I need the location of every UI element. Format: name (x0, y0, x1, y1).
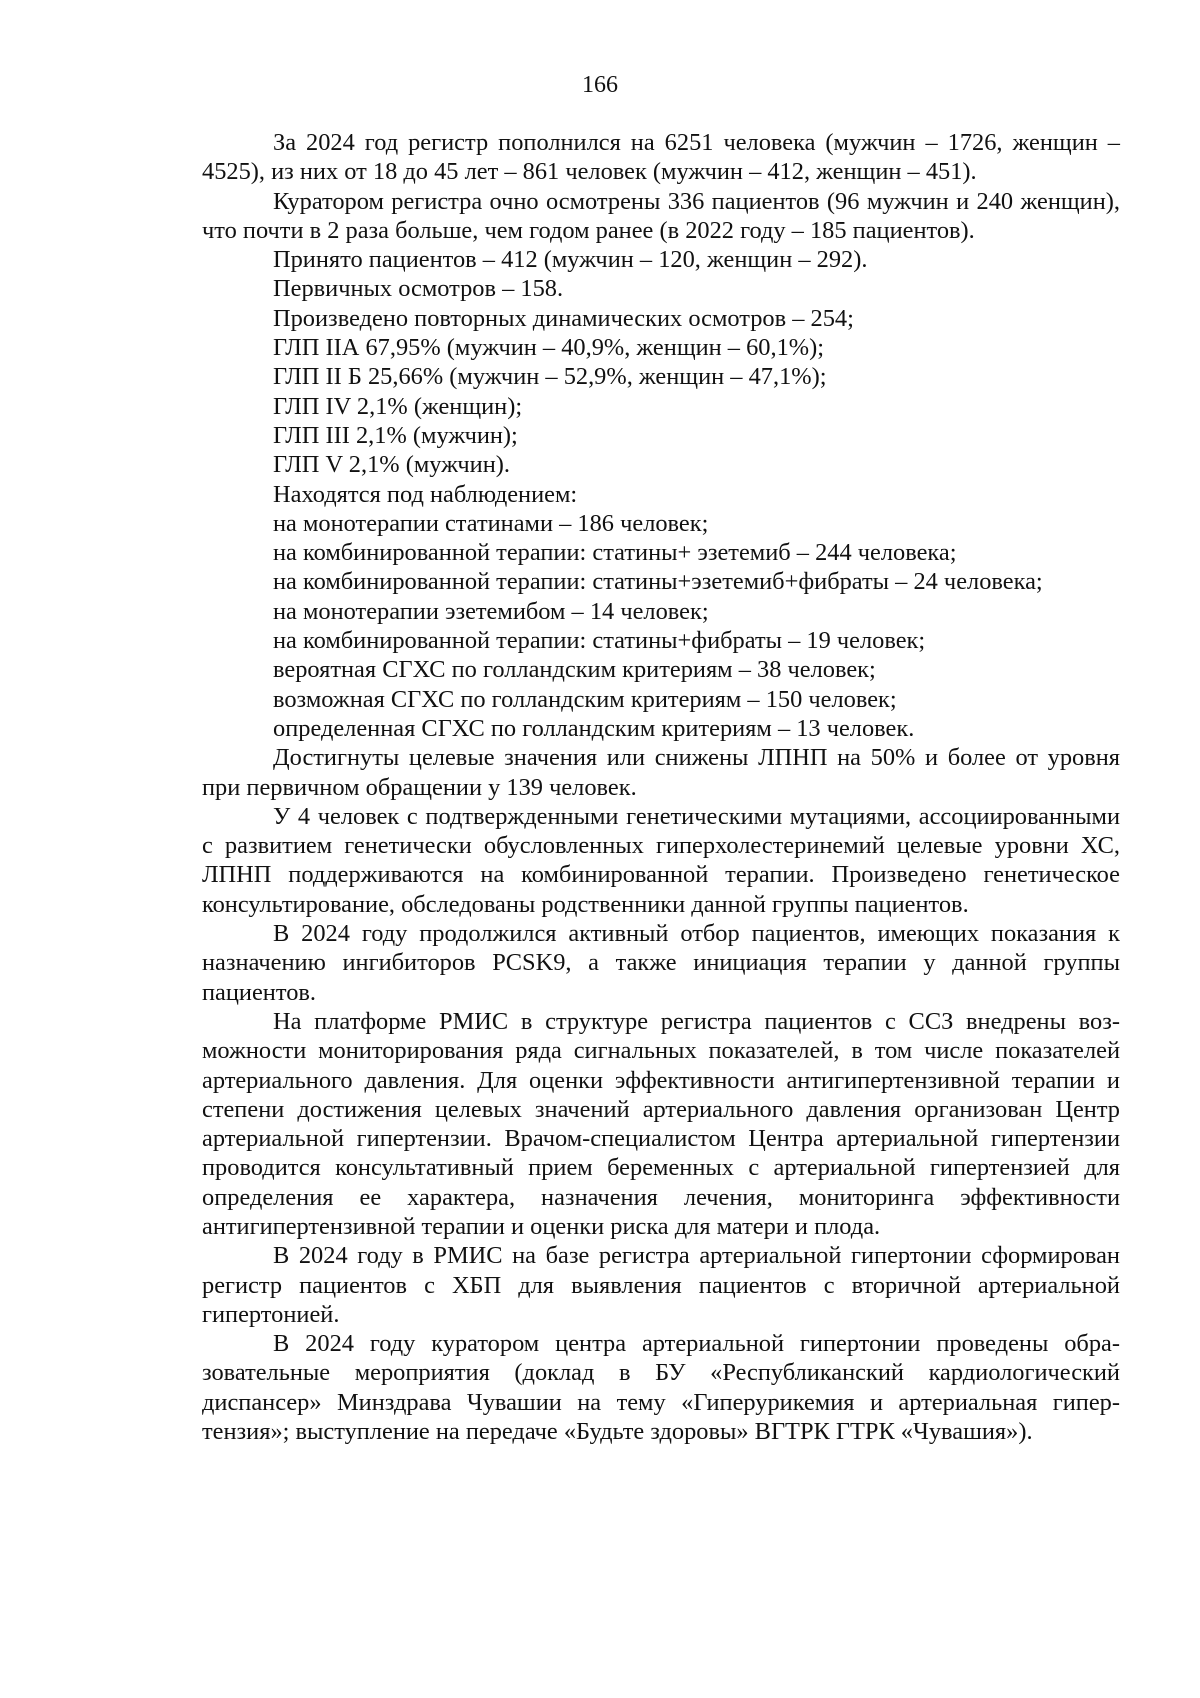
line-primary-exams: Первичных осмотров – 158. (273, 275, 564, 303)
line-glp-4: ГЛП IV 2,1% (женщин); (273, 392, 523, 420)
line-glp-5: ГЛП V 2,1% (мужчин). (273, 451, 510, 479)
line-statin-ezetimibe: на комбинированной терапии: статины+ эзетемиб – 244 человека; (273, 539, 957, 567)
line-statin-monotherapy: на монотерапии статинами – 186 человек; (273, 509, 709, 537)
line-definite-fh: определенная СГХС по голландским критериям – 13 человек. (273, 714, 915, 742)
paragraph-registry-growth: За 2024 год регистр пополнился на 6251 человека (мужчин – 1726, женщин – 4525), из них от 18 до 45 лет – 861 человек (мужчин – 412, женщин – 451). (202, 129, 1120, 186)
line-glp-2b: ГЛП II Б 25,66% (мужчин – 52,9%, женщин – 47,1%); (273, 363, 827, 391)
document-body (202, 128, 1120, 1446)
paragraph-ckd-registry: В 2024 году в РМИС на базе регистра артериальной гипертонии сформирован регистр пациентов с ХБП для выявления пациентов с вторичной артериальной гипертонией. (202, 1242, 1120, 1328)
line-accepted-patients: Принято пациентов – 412 (мужчин – 120, женщин – 292). (273, 246, 868, 274)
line-probable-fh: вероятная СГХС по голландским критериям – 38 человек; (273, 656, 876, 684)
line-statin-ezetimibe-fibrate: на комбинированной терапии: статины+эзетемиб+фибраты – 24 человека; (273, 568, 1043, 596)
line-under-observation: Находятся под наблюдением: (273, 480, 578, 508)
paragraph-genetic-mutations: У 4 человек с подтвержденными генетическими мутациями, ассоциированными с развитием генетически обусловленных гиперхолестеринемий целевые уровни ХС, ЛПНП поддерживаются на комбинированной терапии. Произведено генетическое консультирование, обследованы родственники данной группы пациентов. (202, 802, 1120, 918)
line-glp-2a: ГЛП IIА 67,95% (мужчин – 40,9%, женщин – 60,1%); (273, 334, 824, 362)
line-possible-fh: возможная СГХС по голландским критериям – 150 человек; (273, 685, 897, 713)
paragraph-rmis-monitoring: На платформе РМИС в структуре регистра пациентов с ССЗ внедрены возможности мониторирования ряда сигнальных показателей, в том числе показателей артериального давления. Для оценки эффективности антигипертензивной терапии и степени достижения целевых значений артериального давления организован Центр артериальной гипертензии. Врачом-специалистом Центра артериальной гипертензии проводится консультативный прием беременных с артериальной гипертензией для определения ее характера, назначения лечения, мониторинга эффективности антигипертензивной терапии и оценки риска для матери и плода. (202, 1007, 1120, 1240)
paragraph-education-events: В 2024 году куратором центра артериальной гипертонии проведены образовательные мероприятия (доклад в БУ «Республиканский кардиологический диспансер» Минздрава Чувашии на тему «Гиперурикемия и артериальная гипертензия»; выступление на передаче «Будьте здоровы» ВГТРК ГТРК «Чувашия»). (202, 1330, 1120, 1446)
line-ezetimibe-monotherapy: на монотерапии эзетемибом – 14 человек; (273, 597, 709, 625)
page-number: 166 (582, 72, 618, 98)
line-glp-3: ГЛП III 2,1% (мужчин); (273, 421, 518, 449)
line-repeat-exams: Произведено повторных динамических осмотров – 254; (273, 304, 854, 332)
paragraph-target-values: Достигнуты целевые значения или снижены ЛПНП на 50% и более от уровня при первичном обращении у 139 человек. (202, 744, 1120, 801)
paragraph-curator-exams: Куратором регистра очно осмотрены 336 пациентов (96 мужчин и 240 женщин), что почти в 2 раза больше, чем годом ранее (в 2022 году – 185 пациентов). (202, 187, 1120, 244)
paragraph-pcsk9: В 2024 году продолжился активный отбор пациентов, имеющих показания к назначению ингибиторов PCSK9, а также инициация терапии у данной группы пациентов. (202, 920, 1120, 1006)
line-statin-fibrate: на комбинированной терапии: статины+фибраты – 19 человек; (273, 627, 926, 655)
